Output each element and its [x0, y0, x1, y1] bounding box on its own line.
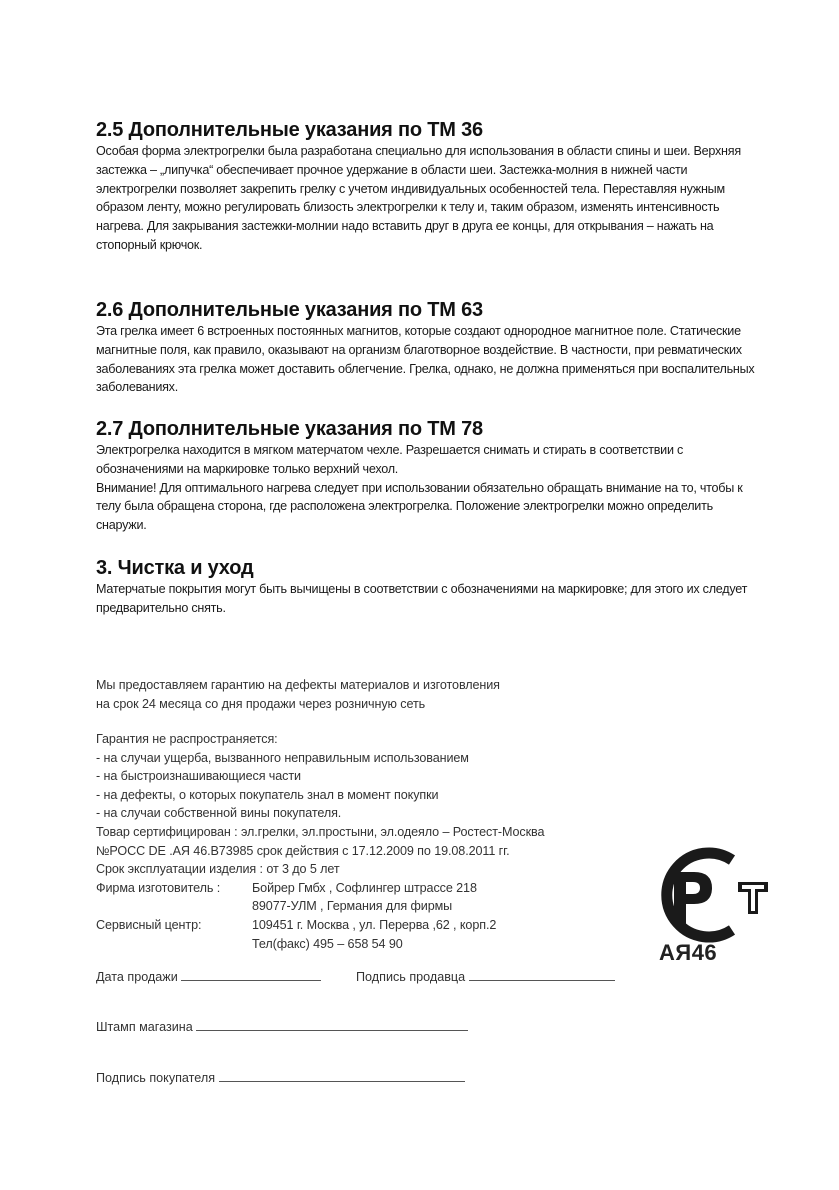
seller-signature-line — [469, 968, 615, 981]
sale-date-line — [181, 968, 321, 981]
section-2-7 — [96, 418, 766, 535]
buyer-signature-line — [219, 1069, 465, 1082]
warranty-line: Мы предоставляем гарантию на дефекты материалов и изготовления — [96, 678, 500, 692]
seller-signature-field — [356, 968, 615, 984]
service-row — [96, 916, 544, 935]
manufacturer-row-2 — [96, 897, 544, 916]
section-text: Матерчатые покрытия могут быть вычищены в соответствии с обозначениями на маркировке; для этого их следует предварительно снять. — [96, 582, 748, 615]
section-title: 3. Чистка и уход — [96, 557, 254, 579]
shop-stamp-label: Штамп магазина — [96, 1020, 193, 1034]
buyer-signature-label: Подпись покупателя — [96, 1071, 216, 1085]
shop-stamp-field — [96, 1018, 468, 1034]
sale-date-label: Дата продажи — [96, 970, 178, 984]
section-title: 2.7 Дополнительные указания по ТМ 78 — [96, 418, 483, 440]
seller-signature-label: Подпись продавца — [356, 970, 466, 984]
service-phone: Тел(факс) 495 – 658 54 90 — [252, 936, 403, 951]
section-warning-text: Внимание! Для оптимального нагрева следует при использовании обязательно обращать внимание на то, чтобы к телу была обращена сторона, где расположена электрогрелка. Положение электрогрелки можно определить снаружи. — [96, 480, 743, 533]
section-text: Особая форма электрогрелки была разработана специально для использования в области спины и шеи. Верхняя застежка – „липучка“ обеспечивает прочное удержание в области шеи. Застежка-молния в нижней части электрогрелки позволяет закрепить грелку с учетом индивидуальных особенностей тела. Переставляя нужным образом ленту, можно регулировать близость электрогрелки к телу и, таким образом, изменять интенсивность нагрева. Для закрывания застежки-молнии надо вставить друг в друга ее концы, для открывания – нажать на стопорный крючок. — [96, 144, 741, 252]
manufacturer-label: Фирма изготовитель : — [96, 880, 221, 895]
certification-code: АЯ46 — [659, 940, 718, 965]
section-2-6 — [96, 299, 766, 397]
section-text: Электрогрелка находится в мягком матерчатом чехле. Разрешается снимать и стирать в соответствии с обозначениями на маркировке только верхний чехол. — [96, 443, 684, 476]
service-label: Сервисный центр: — [96, 917, 202, 932]
exclusion-item: - на быстроизнашивающиеся части — [96, 769, 301, 784]
exclusions-title: Гарантия не распространяется: — [96, 732, 278, 746]
exclusion-item: - на случаи ущерба, вызванного неправильным использованием — [96, 750, 469, 765]
manufacturer-row — [96, 879, 544, 898]
service-row-2 — [96, 935, 544, 954]
warranty-statement — [96, 676, 500, 713]
manufacturer-address: Бойрер Гмбх , Софлингер штрассе 218 — [252, 880, 477, 895]
warranty-line: на срок 24 месяца со дня продажи через розничную сеть — [96, 696, 426, 711]
section-text: Эта грелка имеет 6 встроенных постоянных магнитов, которые создают однородное магнитное поле. Статические магнитные поля, как правило, оказывают на организм благотворное воздействие. В частности, при ревматических заболеваниях эта грелка может доставить облегчение. Грелка, однако, не должна применяться при воспалительных заболеваниях. — [96, 324, 755, 395]
certificate-number: №РОСС DE .АЯ 46.В73985 срок действия с 17.12.2009 по 19.08.2011 гг. — [96, 843, 510, 858]
exclusion-item: - на случаи собственной вины покупателя. — [96, 806, 342, 821]
shop-stamp-line — [196, 1018, 468, 1031]
sale-date-field — [96, 968, 321, 984]
section-3 — [96, 557, 766, 618]
section-title: 2.6 Дополнительные указания по ТМ 63 — [96, 299, 483, 321]
buyer-signature-field — [96, 1069, 465, 1085]
warranty-details — [96, 730, 544, 953]
section-title: 2.5 Дополнительные указания по ТМ 36 — [96, 119, 483, 141]
service-life: Срок эксплуатации изделия : от 3 до 5 лет — [96, 862, 340, 877]
section-2-5 — [96, 119, 766, 255]
exclusion-item: - на дефекты, о которых покупатель знал в момент покупки — [96, 787, 439, 802]
manufacturer-address-2: 89077-УЛМ , Германия для фирмы — [252, 899, 453, 914]
certification-line: Товар сертифицирован : эл.грелки, эл.простыни, эл.одеяло – Ростест-Москва — [96, 824, 545, 839]
service-address: 109451 г. Москва , ул. Перерва ,62 , корп.2 — [252, 917, 497, 932]
